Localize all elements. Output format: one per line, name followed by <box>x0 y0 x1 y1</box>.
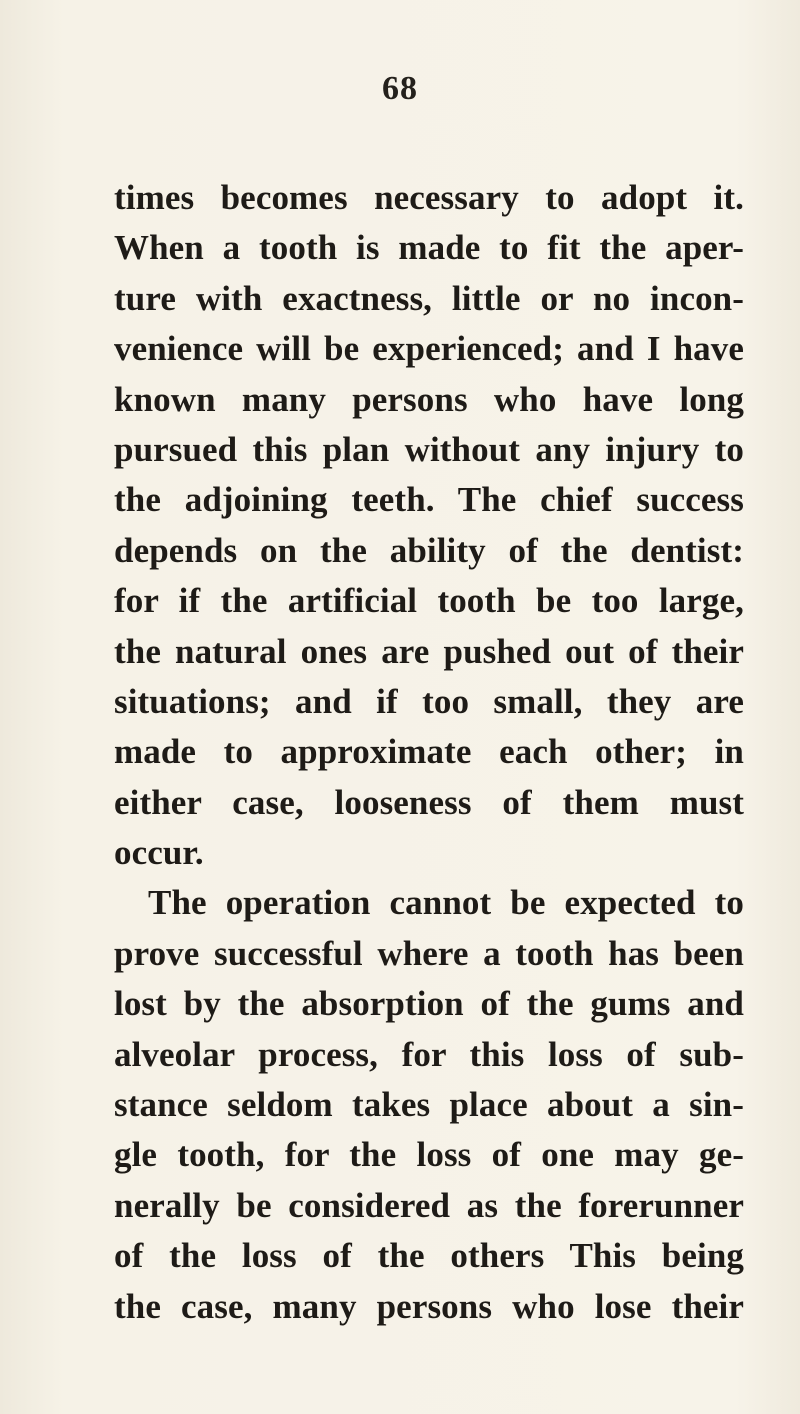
text-line: situations; and if too small, they are <box>114 681 744 721</box>
text-line: the natural ones are pushed out of their <box>114 631 744 671</box>
body-text <box>114 173 744 1332</box>
text-line: When a tooth is made to fit the aper- <box>114 228 744 268</box>
text-line: stance seldom takes place about a sin- <box>114 1085 744 1125</box>
text-line: alveolar process, for this loss of sub- <box>114 1034 744 1074</box>
text-line: of the loss of the others This being <box>114 1236 744 1276</box>
text-line: nerally be considered as the forerunner <box>114 1185 744 1225</box>
text-line: The operation cannot be expected to <box>148 883 744 923</box>
text-line: for if the artificial tooth be too large, <box>114 581 744 621</box>
text-line: made to approximate each other; in <box>114 732 744 772</box>
text-line: the adjoining teeth. The chief success <box>114 480 744 520</box>
text-line: known many persons who have long <box>114 379 744 419</box>
text-line: prove successful where a tooth has been <box>114 933 744 973</box>
text-line: times becomes necessary to adopt it. <box>114 178 744 217</box>
text-line: ture with exactness, little or no incon- <box>114 278 744 318</box>
text-line: either case, looseness of them must <box>114 782 744 822</box>
text-line: occur. <box>114 833 204 873</box>
text-line: venience will be experienced; and I have <box>114 329 744 369</box>
text-line: depends on the ability of the dentist: <box>114 530 744 570</box>
text-line: pursued this plan without any injury to <box>114 429 744 469</box>
text-line: lost by the absorption of the gums and <box>114 984 744 1024</box>
text-line: gle tooth, for the loss of one may ge- <box>114 1135 744 1175</box>
page-number: 68 <box>382 70 418 107</box>
text-line: the case, many persons who lose their <box>114 1286 744 1326</box>
